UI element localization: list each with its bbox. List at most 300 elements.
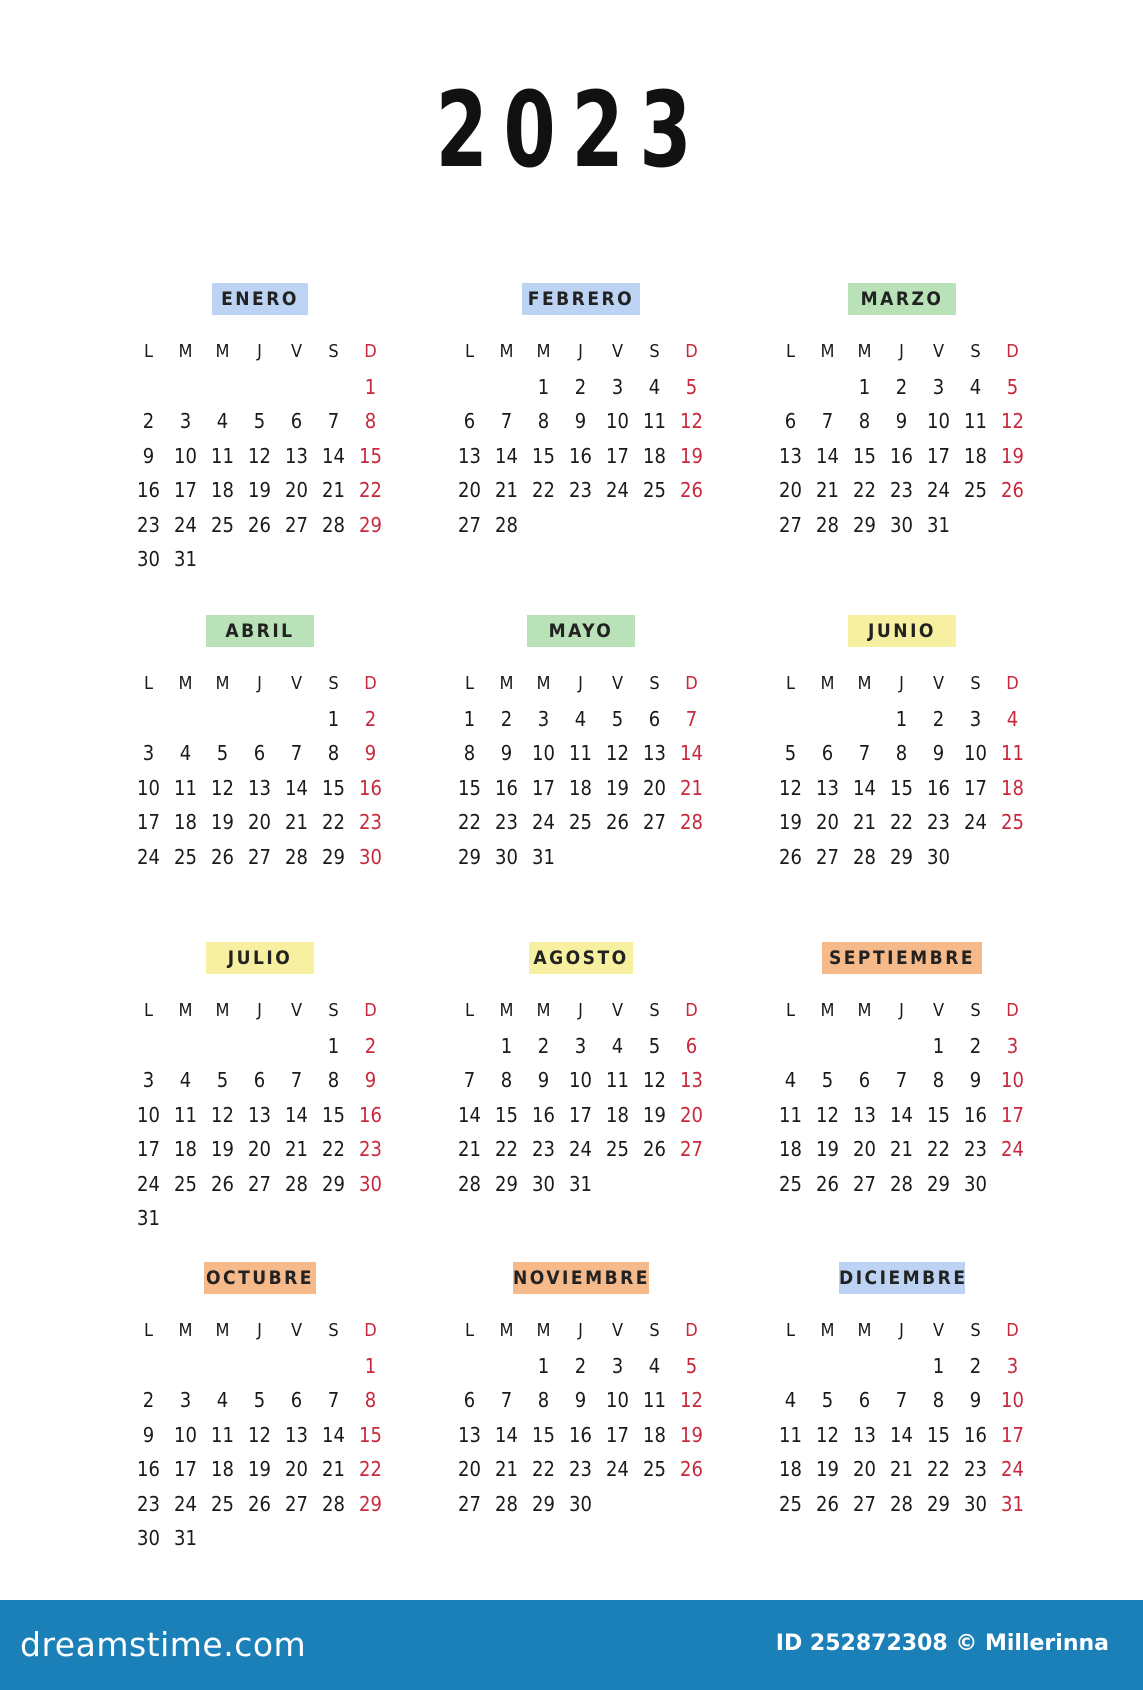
weekday-header: J	[257, 1000, 262, 1021]
day-cell: 12	[816, 1102, 839, 1127]
sunday-day-cell: 24	[1001, 1457, 1024, 1481]
day-cell: 21	[322, 478, 345, 502]
day-cell: 1	[500, 1033, 513, 1058]
day-cell: 13	[248, 1102, 271, 1127]
day-cell: 23	[532, 1137, 555, 1161]
weekday-header: M	[857, 673, 872, 694]
sunday-day-cell: 15	[359, 1422, 382, 1447]
day-cell: 24	[532, 810, 555, 834]
day-cell: 17	[174, 1457, 197, 1481]
sunday-day-cell: 20	[680, 1102, 703, 1127]
day-cell: 9	[142, 1422, 155, 1447]
day-cell: 10	[606, 409, 629, 433]
weekday-header: M	[820, 673, 835, 694]
sunday-day-cell: 30	[359, 1171, 382, 1196]
day-cell: 26	[211, 1171, 234, 1196]
day-cell: 19	[606, 775, 629, 800]
day-cell: 19	[779, 810, 802, 834]
weekday-header: L	[785, 673, 796, 694]
weekday-header: M	[536, 673, 551, 694]
day-cell: 28	[285, 844, 308, 869]
day-cell: 1	[858, 374, 871, 399]
day-cell: 12	[211, 775, 234, 800]
day-cell: 30	[137, 1526, 160, 1550]
weekday-header: M	[857, 1000, 872, 1021]
empty-day-cell	[130, 1349, 167, 1384]
weekday-header: M	[820, 1320, 835, 1341]
weekday-header: S	[328, 1000, 339, 1021]
day-cell: 20	[248, 810, 271, 834]
day-cell: 19	[211, 810, 234, 834]
empty-day-cell	[278, 1349, 315, 1384]
sunday-day-cell: 16	[359, 775, 382, 800]
weekday-header: D	[685, 673, 698, 694]
weekday-header: V	[290, 1320, 303, 1341]
day-cell: 9	[574, 1388, 587, 1412]
day-cell: 13	[248, 775, 271, 800]
day-cell: 2	[500, 706, 513, 731]
sunday-day-cell: 22	[359, 1457, 382, 1481]
day-cell: 24	[606, 478, 629, 502]
day-cell: 12	[211, 1102, 234, 1127]
day-cell: 1	[895, 706, 908, 731]
day-cell: 14	[890, 1102, 913, 1127]
weekday-header: J	[257, 1320, 262, 1341]
day-cell: 10	[927, 409, 950, 433]
weekday-header: L	[464, 1320, 475, 1341]
day-cell: 18	[643, 1422, 666, 1447]
sunday-day-cell: 23	[359, 1137, 382, 1161]
sunday-day-cell: 1	[364, 1353, 377, 1378]
day-cell: 25	[211, 1491, 234, 1516]
empty-day-cell	[241, 370, 278, 405]
empty-day-cell	[846, 1029, 883, 1064]
weekday-header: D	[685, 341, 698, 362]
weekday-header: D	[1006, 341, 1019, 362]
empty-day-cell	[772, 702, 809, 737]
weekday-header: M	[178, 1320, 193, 1341]
day-cell: 7	[500, 1388, 513, 1412]
day-cell: 20	[816, 810, 839, 834]
sunday-day-cell: 23	[359, 810, 382, 834]
day-cell: 13	[853, 1102, 876, 1127]
day-cell: 1	[537, 374, 550, 399]
day-cell: 25	[643, 478, 666, 502]
day-cell: 16	[137, 1457, 160, 1481]
weekday-header: L	[143, 1000, 154, 1021]
weekday-header: M	[215, 341, 230, 362]
sunday-day-cell: 9	[364, 1068, 377, 1092]
sunday-day-cell: 7	[685, 706, 698, 731]
footer-bar	[0, 1600, 1143, 1690]
day-cell: 13	[853, 1422, 876, 1447]
empty-day-cell	[167, 702, 204, 737]
empty-day-cell	[451, 1349, 488, 1384]
empty-day-cell	[883, 1029, 920, 1064]
sunday-day-cell: 10	[1001, 1068, 1024, 1092]
day-cell: 10	[174, 443, 197, 468]
empty-day-cell	[130, 1029, 167, 1064]
day-cell: 13	[458, 1422, 481, 1447]
day-cell: 15	[532, 1422, 555, 1447]
day-cell: 27	[285, 1491, 308, 1516]
sunday-day-cell: 8	[364, 409, 377, 433]
sunday-day-cell: 26	[1001, 478, 1024, 502]
day-cell: 2	[574, 374, 587, 399]
month-label: MARZO	[848, 283, 956, 315]
day-cell: 25	[606, 1137, 629, 1161]
weekday-header: J	[578, 1000, 583, 1021]
sunday-day-cell: 15	[359, 443, 382, 468]
day-cell: 25	[211, 512, 234, 537]
weekday-header: L	[464, 673, 475, 694]
day-cell: 1	[327, 706, 340, 731]
sunday-day-cell: 30	[359, 844, 382, 869]
sunday-day-cell: 10	[1001, 1388, 1024, 1412]
day-cell: 9	[932, 741, 945, 765]
weekday-header: M	[536, 341, 551, 362]
weekday-header: S	[328, 341, 339, 362]
day-cell: 13	[285, 1422, 308, 1447]
day-cell: 31	[532, 844, 555, 869]
empty-day-cell	[772, 1349, 809, 1384]
day-cell: 16	[927, 775, 950, 800]
month-label: JULIO	[206, 942, 314, 974]
day-cell: 20	[853, 1457, 876, 1481]
day-cell: 5	[253, 409, 266, 433]
day-cell: 28	[890, 1491, 913, 1516]
sunday-day-cell: 12	[680, 409, 703, 433]
weekday-header: D	[685, 1000, 698, 1021]
day-cell: 7	[895, 1388, 908, 1412]
day-cell: 7	[463, 1068, 476, 1092]
weekday-header: S	[970, 1320, 981, 1341]
day-cell: 3	[969, 706, 982, 731]
empty-day-cell	[204, 370, 241, 405]
weekday-header: D	[685, 1320, 698, 1341]
day-cell: 25	[174, 1171, 197, 1196]
sunday-day-cell: 19	[680, 1422, 703, 1447]
day-cell: 17	[532, 775, 555, 800]
day-cell: 8	[500, 1068, 513, 1092]
day-cell: 17	[964, 775, 987, 800]
day-cell: 10	[606, 1388, 629, 1412]
day-cell: 18	[174, 1137, 197, 1161]
day-cell: 4	[648, 1353, 661, 1378]
empty-day-cell	[278, 1029, 315, 1064]
day-cell: 5	[821, 1388, 834, 1412]
day-cell: 31	[137, 1206, 160, 1230]
weekday-header: L	[143, 673, 154, 694]
day-cell: 30	[964, 1491, 987, 1516]
sunday-day-cell: 4	[1006, 706, 1019, 731]
day-cell: 9	[574, 409, 587, 433]
day-cell: 10	[137, 1102, 160, 1127]
month-label: FEBRERO	[522, 283, 640, 315]
day-cell: 20	[458, 478, 481, 502]
day-cell: 4	[969, 374, 982, 399]
day-cell: 1	[932, 1033, 945, 1058]
weekday-header: D	[1006, 673, 1019, 694]
day-cell: 3	[142, 741, 155, 765]
weekday-header: S	[970, 341, 981, 362]
day-cell: 9	[537, 1068, 550, 1092]
month-day-grid	[130, 1314, 390, 1556]
day-cell: 14	[495, 443, 518, 468]
sunday-day-cell: 5	[1006, 374, 1019, 399]
month-day-grid	[130, 667, 390, 874]
day-cell: 23	[495, 810, 518, 834]
sunday-day-cell: 17	[1001, 1422, 1024, 1447]
sunday-day-cell: 14	[680, 741, 703, 765]
day-cell: 23	[964, 1137, 987, 1161]
weekday-header: M	[536, 1320, 551, 1341]
day-cell: 8	[537, 409, 550, 433]
year-title: 2023	[435, 69, 708, 191]
day-cell: 23	[927, 810, 950, 834]
day-cell: 23	[137, 1491, 160, 1516]
day-cell: 26	[643, 1137, 666, 1161]
day-cell: 2	[969, 1033, 982, 1058]
day-cell: 6	[858, 1388, 871, 1412]
day-cell: 12	[779, 775, 802, 800]
day-cell: 23	[964, 1457, 987, 1481]
day-cell: 31	[569, 1171, 592, 1196]
weekday-header: M	[536, 1000, 551, 1021]
weekday-header: M	[178, 341, 193, 362]
day-cell: 2	[932, 706, 945, 731]
day-cell: 12	[248, 1422, 271, 1447]
day-cell: 5	[648, 1033, 661, 1058]
day-cell: 20	[643, 775, 666, 800]
weekday-header: D	[364, 673, 377, 694]
day-cell: 27	[248, 1171, 271, 1196]
day-cell: 21	[816, 478, 839, 502]
day-cell: 17	[174, 478, 197, 502]
day-cell: 3	[611, 1353, 624, 1378]
weekday-header: S	[970, 673, 981, 694]
weekday-header: M	[215, 1000, 230, 1021]
day-cell: 10	[964, 741, 987, 765]
day-cell: 27	[816, 844, 839, 869]
day-cell: 29	[458, 844, 481, 869]
day-cell: 30	[964, 1171, 987, 1196]
day-cell: 26	[779, 844, 802, 869]
day-cell: 21	[322, 1457, 345, 1481]
day-cell: 28	[458, 1171, 481, 1196]
empty-day-cell	[130, 370, 167, 405]
day-cell: 17	[137, 810, 160, 834]
day-cell: 15	[853, 443, 876, 468]
day-cell: 23	[569, 1457, 592, 1481]
day-cell: 3	[932, 374, 945, 399]
day-cell: 20	[853, 1137, 876, 1161]
weekday-header: L	[785, 1000, 796, 1021]
day-cell: 15	[927, 1422, 950, 1447]
sunday-day-cell: 31	[1001, 1491, 1024, 1516]
day-cell: 28	[853, 844, 876, 869]
day-cell: 20	[779, 478, 802, 502]
empty-day-cell	[241, 1349, 278, 1384]
day-cell: 20	[458, 1457, 481, 1481]
empty-day-cell	[204, 1029, 241, 1064]
empty-day-cell	[809, 702, 846, 737]
weekday-header: J	[257, 341, 262, 362]
day-cell: 29	[322, 844, 345, 869]
month-day-grid	[772, 667, 1032, 874]
day-cell: 23	[890, 478, 913, 502]
weekday-header: L	[785, 341, 796, 362]
day-cell: 24	[569, 1137, 592, 1161]
day-cell: 4	[648, 374, 661, 399]
day-cell: 7	[858, 741, 871, 765]
day-cell: 8	[895, 741, 908, 765]
sunday-day-cell: 18	[1001, 775, 1024, 800]
day-cell: 10	[137, 775, 160, 800]
day-cell: 21	[890, 1457, 913, 1481]
weekday-header: L	[464, 341, 475, 362]
day-cell: 22	[890, 810, 913, 834]
day-cell: 18	[964, 443, 987, 468]
day-cell: 29	[927, 1491, 950, 1516]
day-cell: 12	[606, 741, 629, 765]
day-cell: 4	[179, 1068, 192, 1092]
day-cell: 27	[853, 1491, 876, 1516]
weekday-header: L	[464, 1000, 475, 1021]
weekday-header: S	[649, 1320, 660, 1341]
day-cell: 15	[495, 1102, 518, 1127]
day-cell: 31	[174, 547, 197, 571]
sunday-day-cell: 19	[1001, 443, 1024, 468]
weekday-header: V	[611, 1000, 624, 1021]
weekday-header: J	[578, 1320, 583, 1341]
empty-day-cell	[204, 702, 241, 737]
day-cell: 6	[290, 1388, 303, 1412]
day-cell: 31	[174, 1526, 197, 1550]
month-label: MAYO	[527, 615, 635, 647]
day-cell: 16	[569, 443, 592, 468]
day-cell: 2	[574, 1353, 587, 1378]
day-cell: 29	[853, 512, 876, 537]
day-cell: 5	[611, 706, 624, 731]
weekday-header: V	[290, 1000, 303, 1021]
day-cell: 21	[458, 1137, 481, 1161]
day-cell: 2	[537, 1033, 550, 1058]
day-cell: 24	[964, 810, 987, 834]
day-cell: 30	[137, 547, 160, 571]
day-cell: 25	[643, 1457, 666, 1481]
day-cell: 2	[969, 1353, 982, 1378]
day-cell: 7	[327, 409, 340, 433]
month-day-grid	[772, 335, 1032, 542]
day-cell: 13	[779, 443, 802, 468]
day-cell: 7	[327, 1388, 340, 1412]
day-cell: 22	[532, 478, 555, 502]
empty-day-cell	[883, 1349, 920, 1384]
day-cell: 8	[463, 741, 476, 765]
day-cell: 10	[174, 1422, 197, 1447]
day-cell: 27	[248, 844, 271, 869]
weekday-header: V	[932, 673, 945, 694]
day-cell: 8	[537, 1388, 550, 1412]
empty-day-cell	[488, 370, 525, 405]
footer-image-id: ID 252872308 © Millerinna	[775, 1631, 1109, 1656]
day-cell: 24	[137, 1171, 160, 1196]
day-cell: 19	[248, 1457, 271, 1481]
day-cell: 4	[216, 1388, 229, 1412]
day-cell: 21	[285, 1137, 308, 1161]
sunday-day-cell: 16	[359, 1102, 382, 1127]
weekday-header: S	[649, 1000, 660, 1021]
day-cell: 25	[779, 1491, 802, 1516]
day-cell: 24	[927, 478, 950, 502]
day-cell: 5	[216, 1068, 229, 1092]
day-cell: 30	[532, 1171, 555, 1196]
day-cell: 11	[643, 1388, 666, 1412]
day-cell: 18	[174, 810, 197, 834]
weekday-header: S	[649, 341, 660, 362]
weekday-header: S	[328, 673, 339, 694]
day-cell: 22	[458, 810, 481, 834]
day-cell: 30	[495, 844, 518, 869]
day-cell: 12	[643, 1068, 666, 1092]
day-cell: 11	[606, 1068, 629, 1092]
month-label: DICIEMBRE	[839, 1262, 965, 1294]
day-cell: 30	[927, 844, 950, 869]
weekday-header: S	[328, 1320, 339, 1341]
day-cell: 16	[137, 478, 160, 502]
sunday-day-cell: 24	[1001, 1137, 1024, 1161]
day-cell: 29	[890, 844, 913, 869]
day-cell: 15	[458, 775, 481, 800]
weekday-header: D	[364, 1000, 377, 1021]
day-cell: 27	[285, 512, 308, 537]
day-cell: 4	[784, 1388, 797, 1412]
day-cell: 16	[964, 1102, 987, 1127]
day-cell: 7	[821, 409, 834, 433]
day-cell: 21	[495, 1457, 518, 1481]
day-cell: 27	[458, 512, 481, 537]
day-cell: 29	[322, 1171, 345, 1196]
day-cell: 11	[964, 409, 987, 433]
day-cell: 20	[285, 478, 308, 502]
month-label: AGOSTO	[529, 942, 633, 974]
day-cell: 14	[816, 443, 839, 468]
weekday-header: J	[578, 341, 583, 362]
day-cell: 26	[248, 1491, 271, 1516]
day-cell: 7	[290, 741, 303, 765]
day-cell: 27	[458, 1491, 481, 1516]
weekday-header: S	[970, 1000, 981, 1021]
day-cell: 14	[495, 1422, 518, 1447]
day-cell: 16	[964, 1422, 987, 1447]
weekday-header: L	[143, 341, 154, 362]
sunday-day-cell: 19	[680, 443, 703, 468]
weekday-header: V	[611, 341, 624, 362]
day-cell: 2	[142, 409, 155, 433]
sunday-day-cell: 27	[680, 1137, 703, 1161]
month-label: NOVIEMBRE	[513, 1262, 649, 1294]
day-cell: 25	[964, 478, 987, 502]
weekday-header: M	[820, 1000, 835, 1021]
day-cell: 29	[532, 1491, 555, 1516]
empty-day-cell	[241, 1029, 278, 1064]
day-cell: 4	[784, 1068, 797, 1092]
empty-day-cell	[772, 370, 809, 405]
day-cell: 28	[890, 1171, 913, 1196]
day-cell: 28	[322, 1491, 345, 1516]
weekday-header: M	[178, 673, 193, 694]
